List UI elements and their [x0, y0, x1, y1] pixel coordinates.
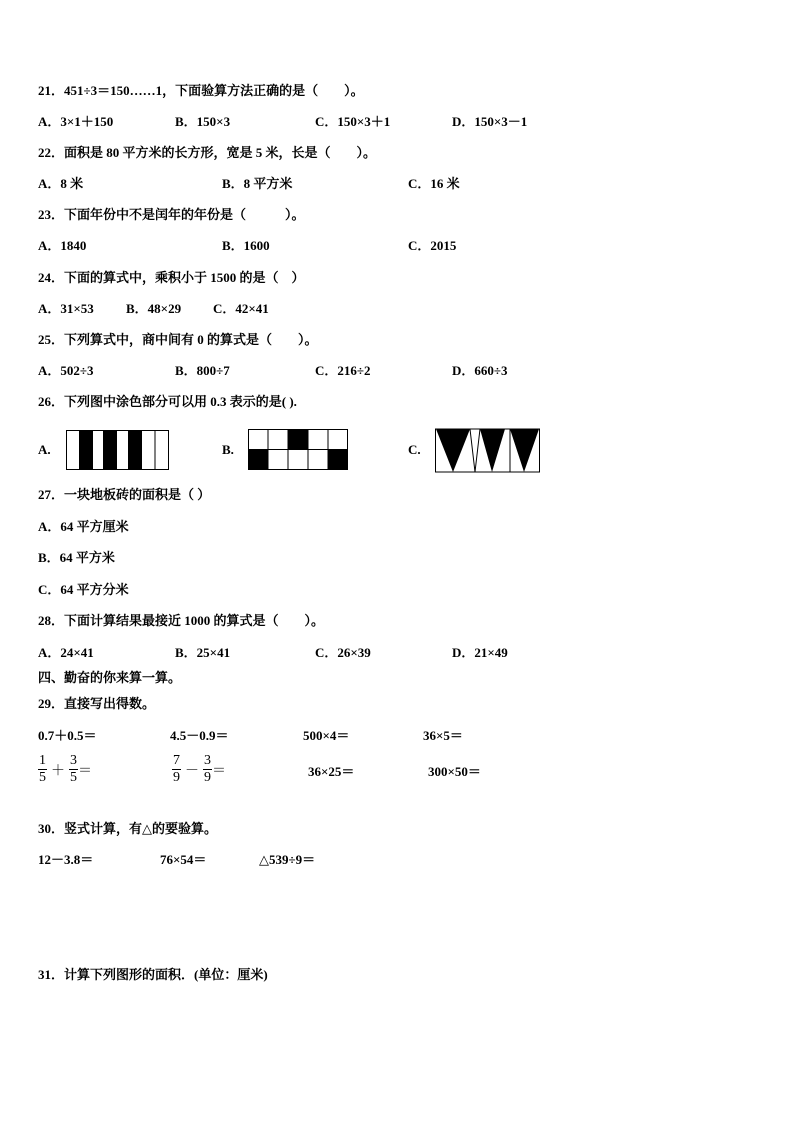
q30-item: 12－3.8＝ — [38, 852, 94, 867]
q29-fraction-difference — [172, 753, 226, 786]
q29-item: 0.7＋0.5＝ — [38, 728, 97, 743]
equals: ＝ — [212, 763, 226, 779]
denominator: 9 — [204, 770, 211, 785]
q26-option-b: B. — [222, 442, 234, 457]
denominator: 9 — [173, 770, 180, 785]
q29-item: 36×25＝ — [308, 764, 355, 779]
q21-option-a: A．3×1＋150 — [38, 114, 114, 129]
q22-stem: 22．面积是 80 平方米的长方形，宽是 5 米，长是（ ）。 — [38, 145, 377, 160]
q30-item: △539÷9＝ — [259, 852, 316, 867]
q22-option-b: B．8 平方米 — [222, 176, 293, 191]
q27-stem: 27．一块地板砖的面积是（ ） — [38, 487, 211, 502]
q26-option-c: C. — [408, 442, 421, 457]
figure-c-triangles — [435, 428, 541, 474]
q23-stem: 23．下面年份中不是闰年的年份是（ ）。 — [38, 207, 305, 222]
q24-option-c: C．42×41 — [213, 301, 269, 316]
q24-option-b: B．48×29 — [126, 301, 182, 316]
operator: － — [185, 763, 199, 779]
q25-option-d: D．660÷3 — [452, 363, 508, 378]
q28-option-b: B．25×41 — [175, 645, 231, 660]
q21-stem: 21．451÷3＝150……1，下面验算方法正确的是（ ）。 — [38, 83, 364, 98]
q23-option-b: B．1600 — [222, 238, 270, 253]
q23-option-c: C．2015 — [408, 238, 457, 253]
q26-stem: 26．下列图中涂色部分可以用 0.3 表示的是( ). — [38, 394, 297, 409]
q21-option-c: C．150×3＋1 — [315, 114, 391, 129]
q28-option-a: A．24×41 — [38, 645, 94, 660]
operator: ＋ — [51, 763, 65, 779]
q30-stem: 30．竖式计算，有△的要验算。 — [38, 821, 217, 836]
q27-option-a: A．64 平方厘米 — [38, 519, 129, 534]
equals: ＝ — [78, 763, 92, 779]
numerator: 7 — [173, 753, 180, 768]
denominator: 5 — [70, 770, 77, 785]
numerator: 3 — [204, 753, 211, 768]
q29-item: 4.5－0.9＝ — [170, 728, 229, 743]
q26-option-a: A. — [38, 442, 51, 457]
q25-stem: 25．下列算式中，商中间有 0 的算式是（ ）。 — [38, 332, 318, 347]
q31-stem: 31．计算下列图形的面积．(单位：厘米) — [38, 967, 268, 982]
q27-option-b: B．64 平方米 — [38, 550, 115, 565]
q25-option-c: C．216÷2 — [315, 363, 371, 378]
numerator: 3 — [70, 753, 77, 768]
numerator: 1 — [39, 753, 46, 768]
q30-item: 76×54＝ — [160, 852, 207, 867]
q22-option-c: C．16 米 — [408, 176, 460, 191]
q22-option-a: A．8 米 — [38, 176, 84, 191]
q29-stem: 29．直接写出得数。 — [38, 696, 156, 711]
section-4-heading: 四、勤奋的你来算一算。 — [38, 670, 182, 685]
q27-option-c: C．64 平方分米 — [38, 582, 129, 597]
q21-option-b: B．150×3 — [175, 114, 231, 129]
q29-fraction-sum — [38, 753, 92, 786]
q28-option-d: D．21×49 — [452, 645, 508, 660]
q25-option-a: A．502÷3 — [38, 363, 94, 378]
figure-a-striped-rectangle — [66, 430, 170, 471]
q25-option-b: B．800÷7 — [175, 363, 230, 378]
q29-item: 500×4＝ — [303, 728, 350, 743]
q29-item: 36×5＝ — [423, 728, 463, 743]
q28-option-c: C．26×39 — [315, 645, 371, 660]
denominator: 5 — [39, 770, 46, 785]
q24-option-a: A．31×53 — [38, 301, 94, 316]
figure-b-grid — [248, 429, 349, 471]
q21-option-d: D．150×3－1 — [452, 114, 528, 129]
q29-item: 300×50＝ — [428, 764, 481, 779]
q24-stem: 24．下面的算式中，乘积小于 1500 的是（ ） — [38, 270, 305, 285]
q28-stem: 28．下面计算结果最接近 1000 的算式是（ ）。 — [38, 613, 325, 628]
q23-option-a: A．1840 — [38, 238, 87, 253]
